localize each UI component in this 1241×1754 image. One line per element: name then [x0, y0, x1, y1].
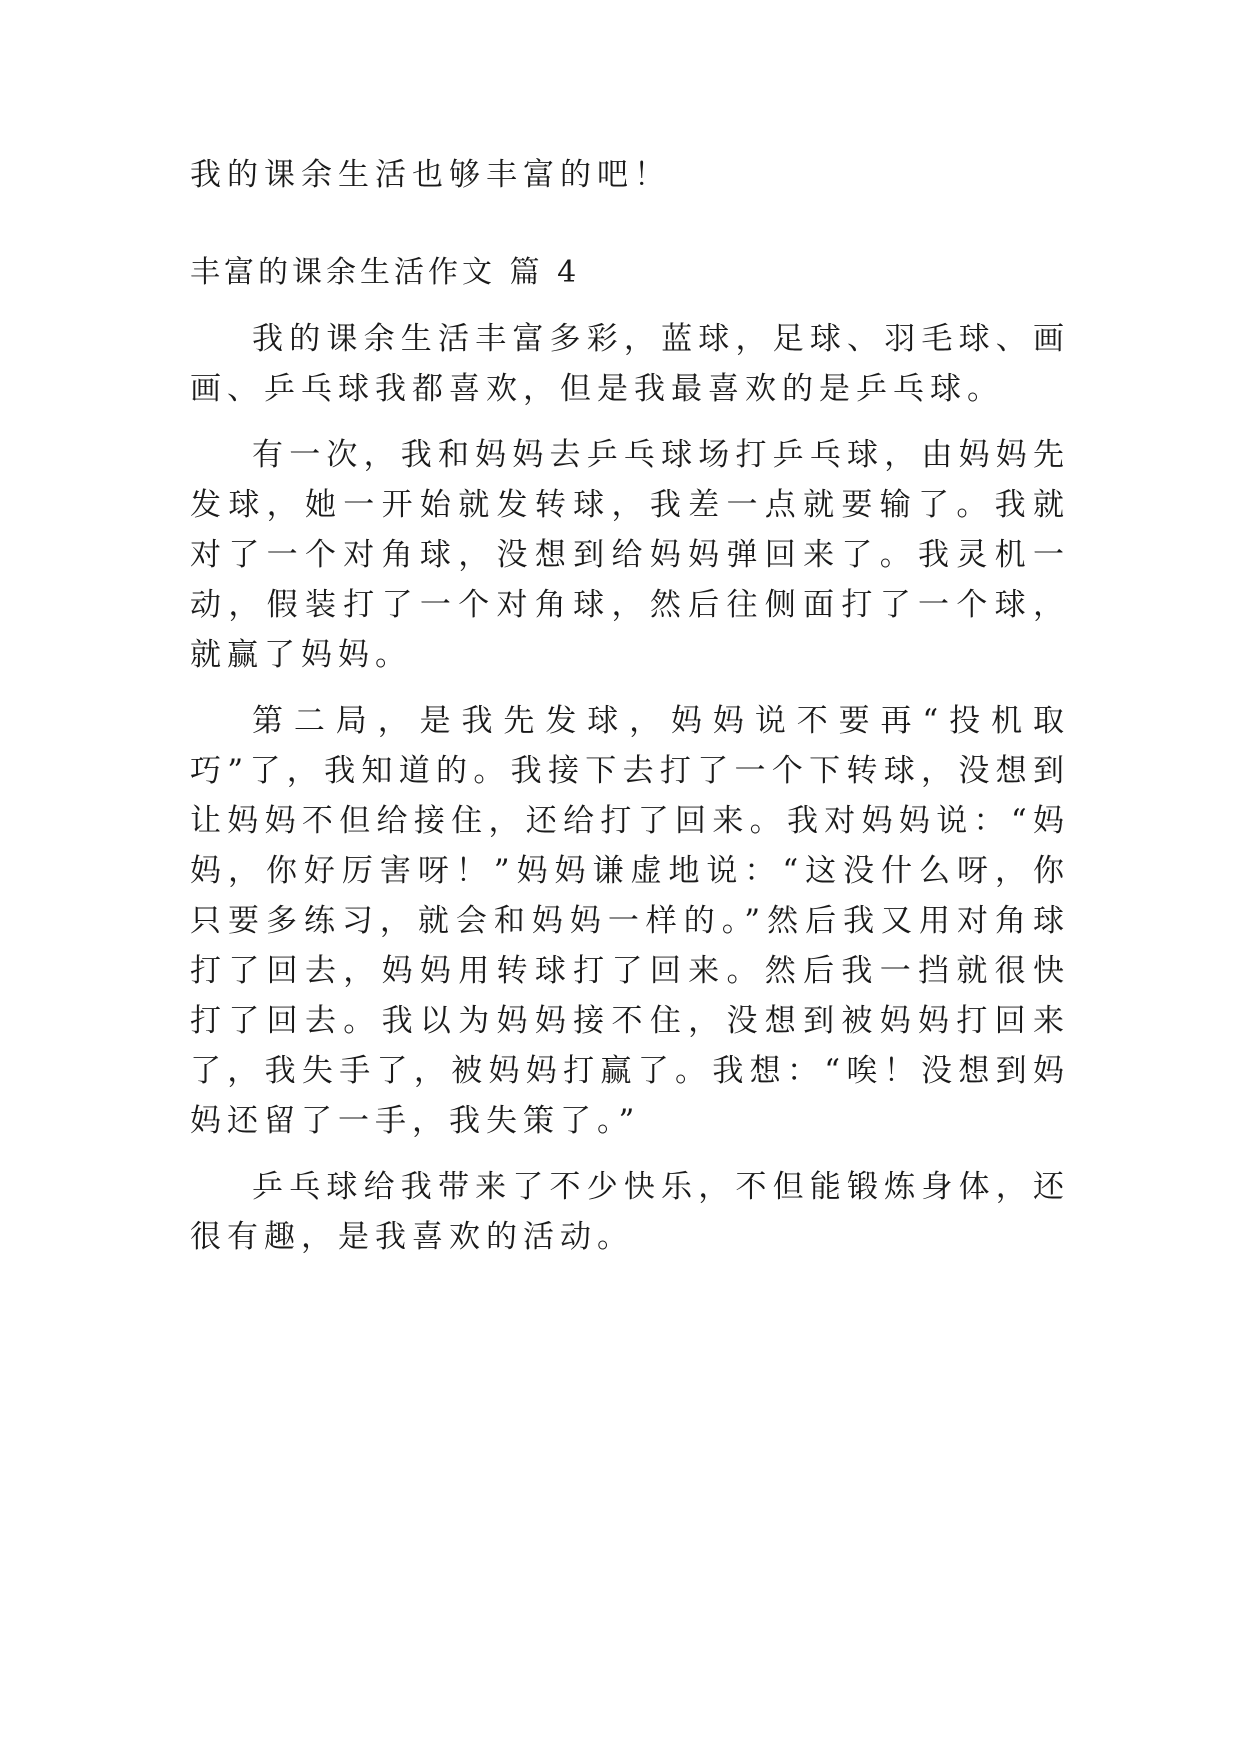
intro-line: 我的课余生活也够丰富的吧！ [190, 157, 671, 193]
paragraph: 有一次，我和妈妈去乒乓球场打乒乓球，由妈妈先发球，她一开始就发转球，我差一点就要输了。我就对了一个对角球，没想到给妈妈弹回来了。我灵机一动，假装打了一个对角球，然后往侧面打了一个球，就赢了妈妈。 [190, 437, 1070, 673]
paragraph: 我的课余生活丰富多彩，蓝球，足球、羽毛球、画画、乒乓球我都喜欢，但是我最喜欢的是乒乓球。 [190, 321, 1070, 407]
document-body [190, 150, 1070, 1278]
paragraph: 第二局，是我先发球，妈妈说不要再“投机取巧”了，我知道的。我接下去打了一个下转球，没想到让妈妈不但给接住，还给打了回来。我对妈妈说：“妈妈，你好厉害呀！”妈妈谦虚地说：“这没什么呀，你只要多练习，就会和妈妈一样的。”然后我又用对角球打了回去，妈妈用转球打了回来。然后我一挡就很快打了回去。我以为妈妈接不住，没想到被妈妈打回来了，我失手了，被妈妈打赢了。我想：“唉！没想到妈妈还留了一手，我失策了。” [190, 703, 1070, 1139]
paragraph: 乒乓球给我带来了不少快乐，不但能锻炼身体，还很有趣，是我喜欢的活动。 [190, 1169, 1070, 1255]
essay-heading: 丰富的课余生活作文 篇 4 [190, 255, 581, 290]
